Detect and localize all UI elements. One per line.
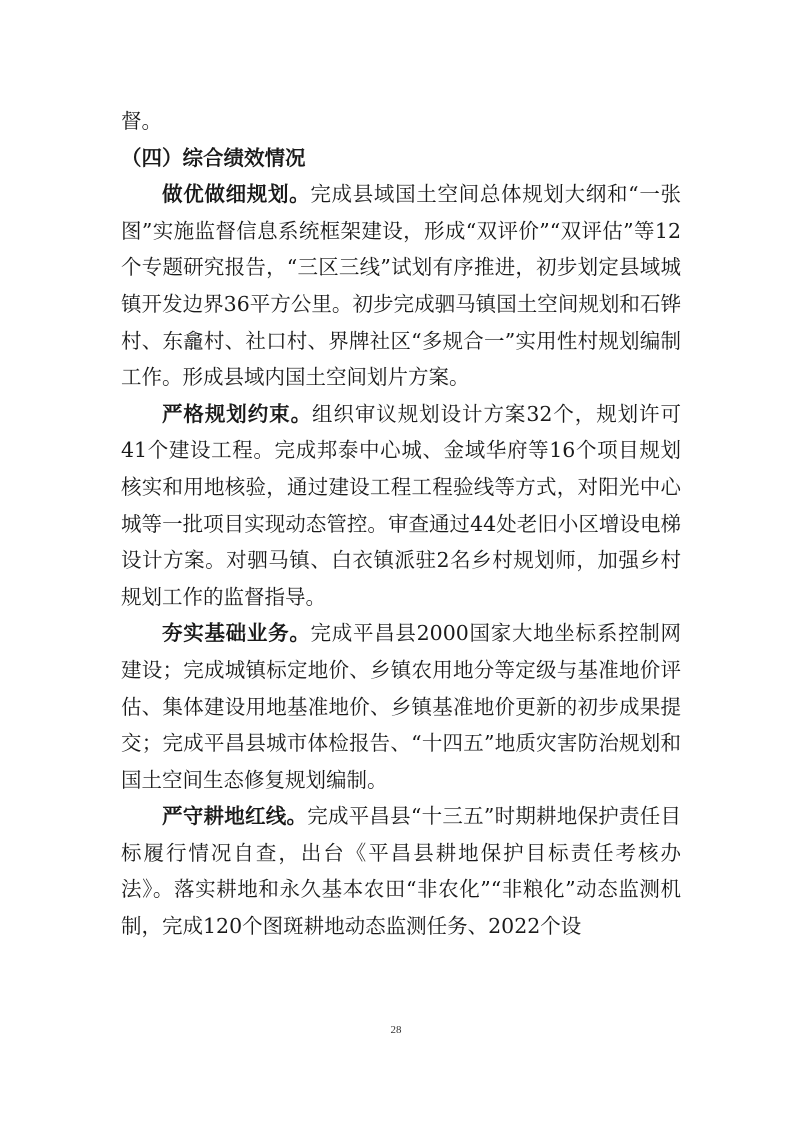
paragraph-constraints [121,396,681,616]
paragraph-lead: 夯实基础业务。 [162,621,311,646]
paragraph-farmland [121,798,681,944]
paragraph-planning [121,176,681,396]
section-heading: （四）综合绩效情况 [121,145,306,170]
page-number: 28 [390,1024,402,1036]
paragraph-body: 完成平昌县2000国家大地坐标系控制网建设；完成城镇标定地价、乡镇农用地分等定级与基准地价评估、集体建设用地基准地价、乡镇基准地价更新的初步成果提交；完成平昌县城市体检报告、“十四五”地质灾害防治规划和国土空间生态修复规划编制。 [121,621,682,792]
paragraph-body: 组织审议规划设计方案32个，规划许可41个建设工程。完成邦泰中心城、金域华府等16个项目规划核实和用地核验，通过建设工程工程验线等方式，对阳光中心城等一批项目实现动态管控。审查通过44处老旧小区增设电梯设计方案。对驷马镇、白衣镇派驻2名乡村规划师，加强乡村规划工作的监督指导。 [121,401,681,609]
paragraph-lead: 严守耕地红线。 [162,804,308,829]
paragraph-body: 完成县域国土空间总体规划大纲和“一张图”实施监督信息系统框架建设，形成“双评价”“双评估”等12个专题研究报告，“三区三线”试划有序推进，初步划定县域城镇开发边界36平方公里。初步完成驷马镇国土空间规划和石铧村、东龕村、社口村、界牌社区“多规合一”实用性村规划编制工作。形成县域内国土空间划片方案。 [121,182,682,390]
body-text [121,103,681,945]
paragraph-body: 完成平昌县“十三五”时期耕地保护责任目标履行情况自查，出台《平昌县耕地保护目标责任考核办法》。落实耕地和永久基本农田“非农化”“非粮化”动态监测机制，完成120个图斑耕地动态监测任务、2022个设 [121,804,682,939]
paragraph-lead: 严格规划约束。 [162,401,313,426]
paragraph-foundation [121,615,681,798]
paragraph-lead: 做优做细规划。 [162,182,311,207]
lead-in-text: 督。 [121,109,162,133]
